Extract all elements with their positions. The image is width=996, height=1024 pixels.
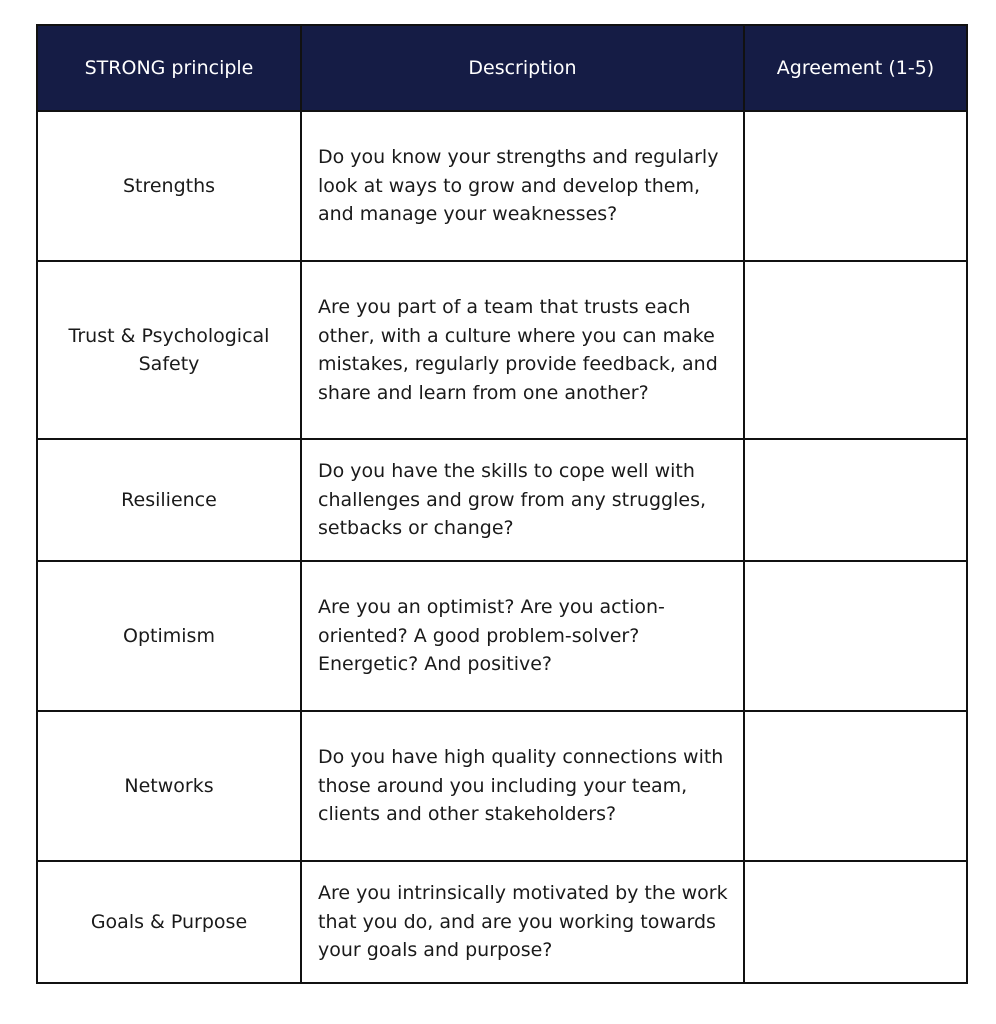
table-row	[37, 861, 967, 983]
principle-cell: Optimism	[37, 561, 301, 711]
agreement-cell[interactable]	[744, 561, 967, 711]
table-body	[37, 111, 967, 983]
agreement-cell[interactable]	[744, 861, 967, 983]
strong-principles-table	[36, 24, 968, 984]
header-principle: STRONG principle	[37, 25, 301, 111]
header-description: Description	[301, 25, 744, 111]
principle-cell: Trust & Psychological Safety	[37, 261, 301, 439]
principle-cell: Strengths	[37, 111, 301, 261]
description-cell: Do you have high quality connections with those around you including your team, clients and other stakeholders?	[301, 711, 744, 861]
principle-cell: Networks	[37, 711, 301, 861]
table-row	[37, 711, 967, 861]
description-cell: Are you intrinsically motivated by the work that you do, and are you working towards your goals and purpose?	[301, 861, 744, 983]
principle-cell: Resilience	[37, 439, 301, 561]
agreement-cell[interactable]	[744, 711, 967, 861]
table-row	[37, 561, 967, 711]
table-row	[37, 261, 967, 439]
agreement-cell[interactable]	[744, 439, 967, 561]
description-cell: Are you an optimist? Are you action-oriented? A good problem-solver? Energetic? And positive?	[301, 561, 744, 711]
table-row	[37, 111, 967, 261]
agreement-cell[interactable]	[744, 111, 967, 261]
table-row	[37, 439, 967, 561]
table-header	[37, 25, 967, 111]
header-agreement: Agreement (1-5)	[744, 25, 967, 111]
principle-cell: Goals & Purpose	[37, 861, 301, 983]
description-cell: Are you part of a team that trusts each other, with a culture where you can make mistakes, regularly provide feedback, and share and learn from one another?	[301, 261, 744, 439]
description-cell: Do you know your strengths and regularly look at ways to grow and develop them, and manage your weaknesses?	[301, 111, 744, 261]
header-row	[37, 25, 967, 111]
agreement-cell[interactable]	[744, 261, 967, 439]
description-cell: Do you have the skills to cope well with challenges and grow from any struggles, setbacks or change?	[301, 439, 744, 561]
